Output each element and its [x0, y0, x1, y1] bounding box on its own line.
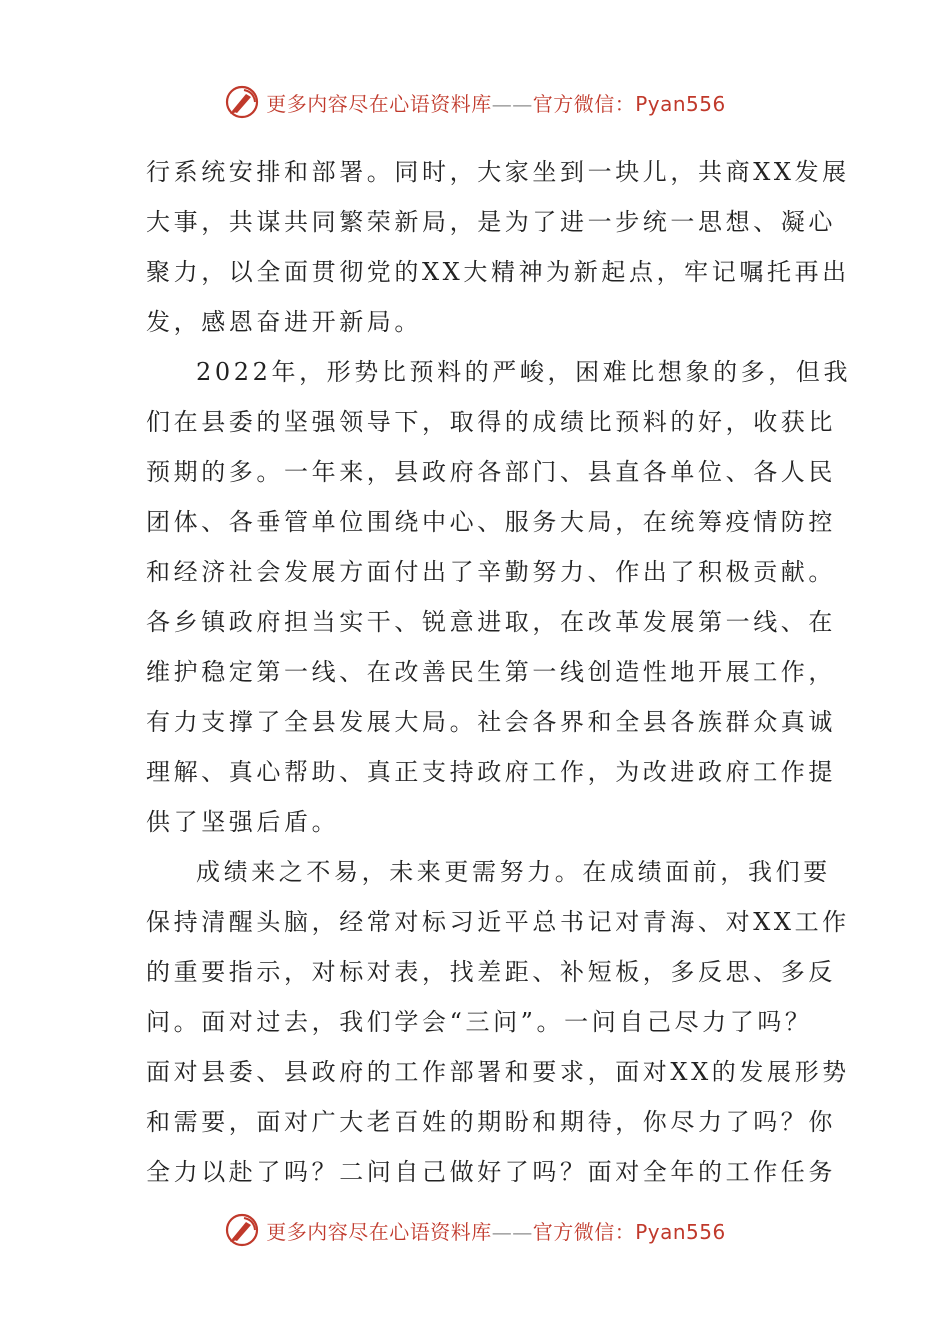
text-line: 和需要，面对广大老百姓的期盼和期待，你尽力了吗？你: [146, 1108, 836, 1136]
text-line: 的重要指示，对标对表，找差距、补短板，多反思、多反: [146, 958, 836, 986]
banner-separator: ——: [491, 91, 533, 116]
text-line: 维护稳定第一线、在改善民生第一线创造性地开展工作，: [146, 658, 836, 686]
text-line: 大事，共谋共同繁荣新局，是为了进一步统一思想、凝心: [146, 208, 836, 236]
text-line: 团体、各垂管单位围绕中心、服务大局，在统筹疫情防控: [146, 508, 836, 536]
text-line: 面对县委、县政府的工作部署和要求，面对XX的发展形势: [146, 1058, 850, 1086]
text-line: 们在县委的坚强领导下，取得的成绩比预料的好，收获比: [146, 408, 836, 436]
paragraph: [146, 847, 850, 1197]
pen-nib-icon: [224, 1212, 260, 1248]
text-line: 理解、真心帮助、真正支持政府工作，为改进政府工作提: [146, 758, 836, 786]
pen-nib-icon: [224, 84, 260, 120]
document-body: [146, 147, 852, 1197]
text-line: 聚力，以全面贯彻党的XX大精神为新起点，牢记嘱托再出: [146, 258, 850, 286]
text-line: 2022年，形势比预料的严峻，困难比想象的多，但我: [196, 358, 852, 386]
text-line: 行系统安排和部署。同时，大家坐到一块儿，共商XX发展: [146, 158, 850, 186]
text-line: 问。面对过去，我们学会“三问”。一问自己尽力了吗？: [146, 1008, 813, 1036]
banner-brand: 更多内容尽在心语资料库: [266, 91, 492, 116]
text-line: 和经济社会发展方面付出了辛勤努力、作出了积极贡献。: [146, 558, 836, 586]
text-line: 保持清醒头脑，经常对标习近平总书记对青海、对XX工作: [146, 908, 850, 936]
paragraph: [146, 347, 852, 847]
text-line: 全力以赴了吗？二问自己做好了吗？面对全年的工作任务: [146, 1158, 836, 1186]
footer-banner: [0, 1208, 950, 1252]
text-line: 有力支撑了全县发展大局。社会各界和全县各族群众真诚: [146, 708, 836, 736]
text-line: 成绩来之不易，未来更需努力。在成绩面前，我们要: [196, 858, 831, 886]
text-line: 发，感恩奋进开新局。: [146, 308, 422, 336]
banner-brand: 更多内容尽在心语资料库: [266, 1219, 492, 1244]
banner-wechat: 官方微信：Pyan556: [532, 91, 726, 116]
text-line: 预期的多。一年来，县政府各部门、县直各单位、各人民: [146, 458, 836, 486]
banner-separator: ——: [491, 1219, 533, 1244]
paragraph: [146, 147, 850, 347]
header-banner: [0, 80, 950, 124]
banner-wechat: 官方微信：Pyan556: [532, 1219, 726, 1244]
text-line: 供了坚强后盾。: [146, 808, 340, 836]
text-line: 各乡镇政府担当实干、锐意进取，在改革发展第一线、在: [146, 608, 836, 636]
